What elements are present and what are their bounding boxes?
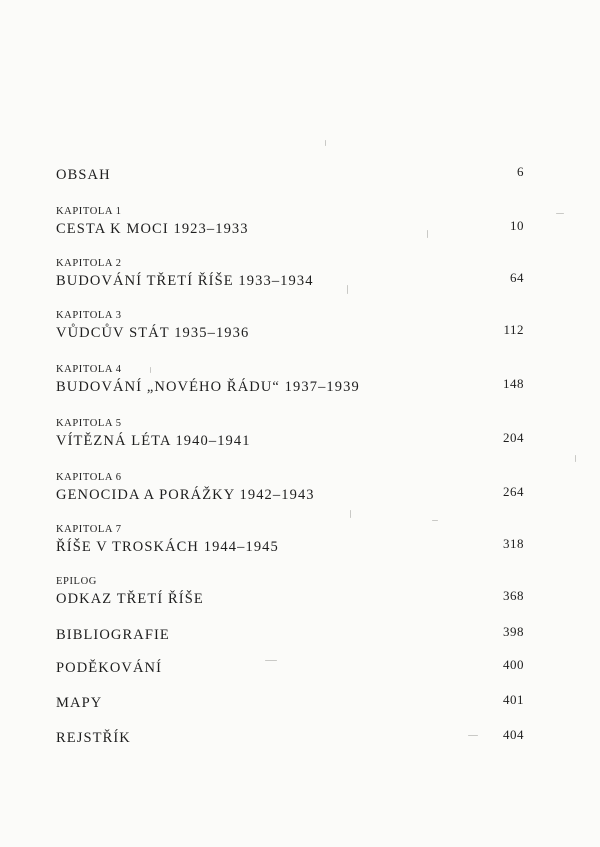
entry-title: BIBLIOGRAFIE: [56, 627, 170, 643]
toc-entry-mapy[interactable]: [56, 692, 524, 712]
entry-title: VÍTĚZNÁ LÉTA 1940–1941: [56, 433, 251, 449]
entry-title: BUDOVÁNÍ „NOVÉHO ŘÁDU“ 1937–1939: [56, 379, 360, 395]
scan-speck: [265, 660, 277, 661]
entry-title: PODĚKOVÁNÍ: [56, 660, 163, 676]
chapter-label: KAPITOLA 7: [56, 524, 122, 535]
toc-entry-obsah[interactable]: [56, 164, 524, 184]
chapter-label: KAPITOLA 5: [56, 418, 122, 429]
chapter-label: KAPITOLA 6: [56, 472, 122, 483]
scan-speck: [150, 367, 151, 373]
entry-page-number: 148: [503, 376, 524, 391]
entry-title: VŮDCŮV STÁT 1935–1936: [56, 325, 250, 341]
scan-speck: [556, 213, 564, 214]
chapter-label: KAPITOLA 1: [56, 206, 122, 217]
entry-page-number: 398: [503, 624, 524, 639]
entry-page-number: 64: [510, 270, 524, 285]
entry-title: CESTA K MOCI 1923–1933: [56, 221, 249, 237]
toc-entry-bibliografie[interactable]: [56, 624, 524, 644]
entry-page-number: 400: [503, 657, 524, 672]
scan-speck: [432, 520, 438, 521]
entry-page-number: 112: [503, 322, 524, 337]
toc-entry-podekovani[interactable]: [56, 657, 524, 677]
toc-entry-chapter-3[interactable]: [56, 310, 524, 342]
entry-page-number: 404: [503, 727, 524, 742]
scan-speck: [350, 510, 351, 518]
scan-speck: [325, 140, 326, 146]
toc-entry-epilog[interactable]: [56, 576, 524, 608]
entry-page-number: 318: [503, 536, 524, 551]
toc-entry-chapter-7[interactable]: [56, 524, 524, 556]
entry-title: ODKAZ TŘETÍ ŘÍŠE: [56, 591, 204, 607]
entry-title: REJSTŘÍK: [56, 730, 131, 746]
chapter-label: EPILOG: [56, 576, 97, 587]
toc-entry-chapter-6[interactable]: [56, 472, 524, 504]
toc-entry-rejstrik[interactable]: [56, 727, 524, 747]
entry-title: GENOCIDA A PORÁŽKY 1942–1943: [56, 487, 315, 503]
toc-entry-chapter-4[interactable]: [56, 364, 524, 396]
entry-page-number: 401: [503, 692, 524, 707]
scan-speck: [427, 230, 428, 238]
entry-page-number: 264: [503, 484, 524, 499]
entry-title: OBSAH: [56, 167, 111, 183]
toc-entry-chapter-5[interactable]: [56, 418, 524, 450]
chapter-label: KAPITOLA 4: [56, 364, 122, 375]
entry-page-number: 368: [503, 588, 524, 603]
scan-speck: [468, 735, 478, 736]
scan-speck: [575, 455, 576, 462]
entry-page-number: 10: [510, 218, 524, 233]
entry-page-number: 204: [503, 430, 524, 445]
toc-entry-chapter-2[interactable]: [56, 258, 524, 290]
entry-title: MAPY: [56, 695, 103, 711]
scan-speck: [347, 285, 348, 294]
entry-title: ŘÍŠE V TROSKÁCH 1944–1945: [56, 539, 279, 555]
chapter-label: KAPITOLA 3: [56, 310, 122, 321]
entry-title: BUDOVÁNÍ TŘETÍ ŘÍŠE 1933–1934: [56, 273, 314, 289]
toc-entry-chapter-1[interactable]: [56, 206, 524, 238]
entry-page-number: 6: [517, 164, 524, 179]
chapter-label: KAPITOLA 2: [56, 258, 122, 269]
